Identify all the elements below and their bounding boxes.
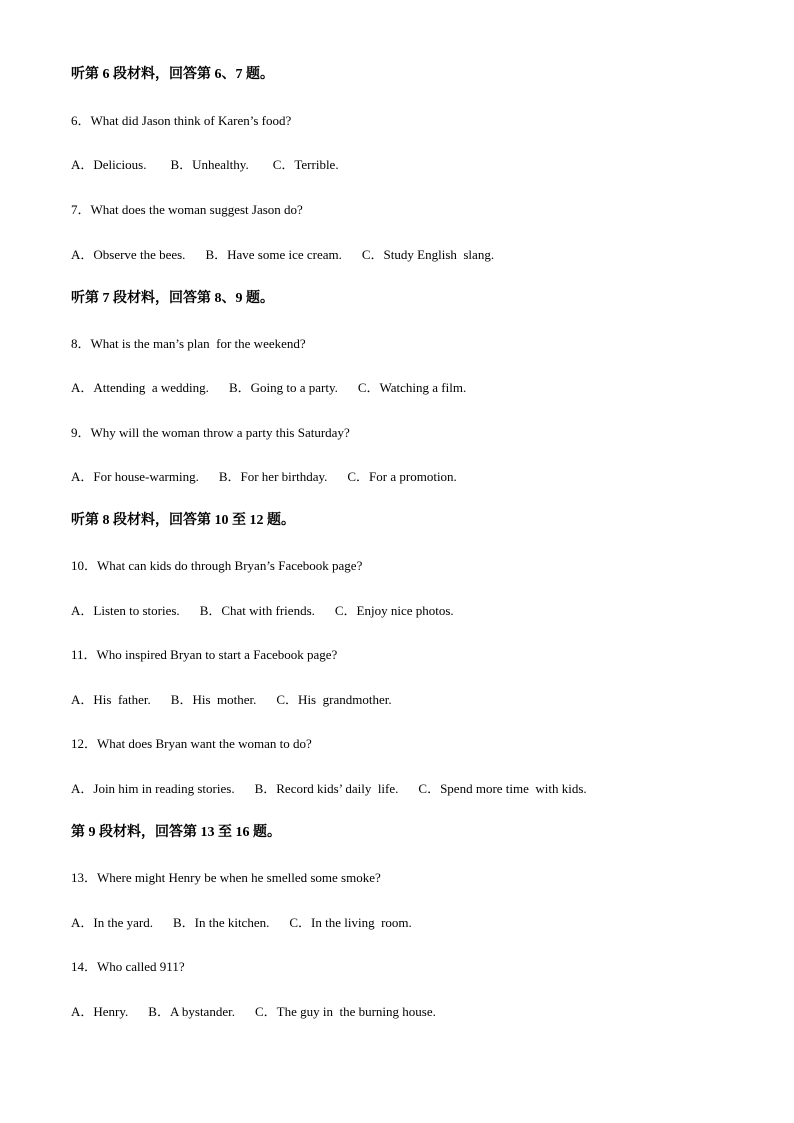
option-c: C．Spend more time with kids. (418, 781, 587, 796)
options-row (71, 1004, 436, 1020)
option-c: C．Study English slang. (361, 247, 495, 262)
option-a: A．Listen to stories. (71, 603, 180, 618)
option-b: B．His mother. (170, 692, 257, 707)
options-row (71, 157, 339, 173)
option-a: A．Observe the bees. (71, 247, 186, 262)
section-heading: 听第 7 段材料，回答第 8、9 题。 (71, 291, 274, 306)
question-text: 7．What does the woman suggest Jason do? (71, 202, 303, 217)
options-row (71, 247, 494, 263)
options-row (71, 469, 457, 485)
option-b: B．Unhealthy. (170, 157, 249, 172)
options-row (71, 692, 392, 708)
question-text: 8．What is the man’s plan for the weekend? (71, 336, 306, 351)
option-a: A．His father. (71, 692, 151, 707)
section-heading: 听第 6 段材料，回答第 6、7 题。 (71, 67, 274, 82)
option-b: B．In the kitchen. (172, 915, 270, 930)
option-a: A．Delicious. (71, 157, 147, 172)
section-heading: 听第 8 段材料，回答第 10 至 12 题。 (71, 513, 295, 528)
option-b: B．Record kids’ daily life. (254, 781, 399, 796)
question-text: 9．Why will the woman throw a party this Saturday? (71, 425, 350, 440)
options-row (71, 380, 466, 396)
option-b: B．Chat with friends. (199, 603, 315, 618)
option-c: C．The guy in the burning house. (254, 1004, 436, 1019)
option-a: A．Henry. (71, 1004, 129, 1019)
question-text: 10．What can kids do through Bryan’s Facebook page? (71, 558, 363, 573)
section-heading: 第 9 段材料，回答第 13 至 16 题。 (71, 825, 281, 840)
option-a: A．For house-warming. (71, 469, 199, 484)
options-row (71, 781, 587, 797)
options-row (71, 603, 454, 619)
question-text: 13．Where might Henry be when he smelled some smoke? (71, 870, 381, 885)
question-text: 12．What does Bryan want the woman to do? (71, 736, 312, 751)
option-b: B．Going to a party. (228, 380, 338, 395)
question-text: 6．What did Jason think of Karen’s food? (71, 113, 292, 128)
option-c: C．Enjoy nice photos. (334, 603, 454, 618)
option-c: C．Watching a film. (357, 380, 467, 395)
option-b: B．For her birthday. (218, 469, 328, 484)
option-a: A．Attending a wedding. (71, 380, 209, 395)
option-c: C．For a promotion. (347, 469, 457, 484)
option-c: C．His grandmother. (276, 692, 392, 707)
option-a: A．In the yard. (71, 915, 153, 930)
option-c: C．Terrible. (272, 157, 339, 172)
question-text: 11．Who inspired Bryan to start a Facebook page? (71, 647, 338, 662)
option-c: C．In the living room. (289, 915, 412, 930)
options-row (71, 915, 412, 931)
option-a: A．Join him in reading stories. (71, 781, 235, 796)
question-text: 14．Who called 911? (71, 959, 185, 974)
option-b: B．A bystander. (148, 1004, 235, 1019)
option-b: B．Have some ice cream. (205, 247, 342, 262)
